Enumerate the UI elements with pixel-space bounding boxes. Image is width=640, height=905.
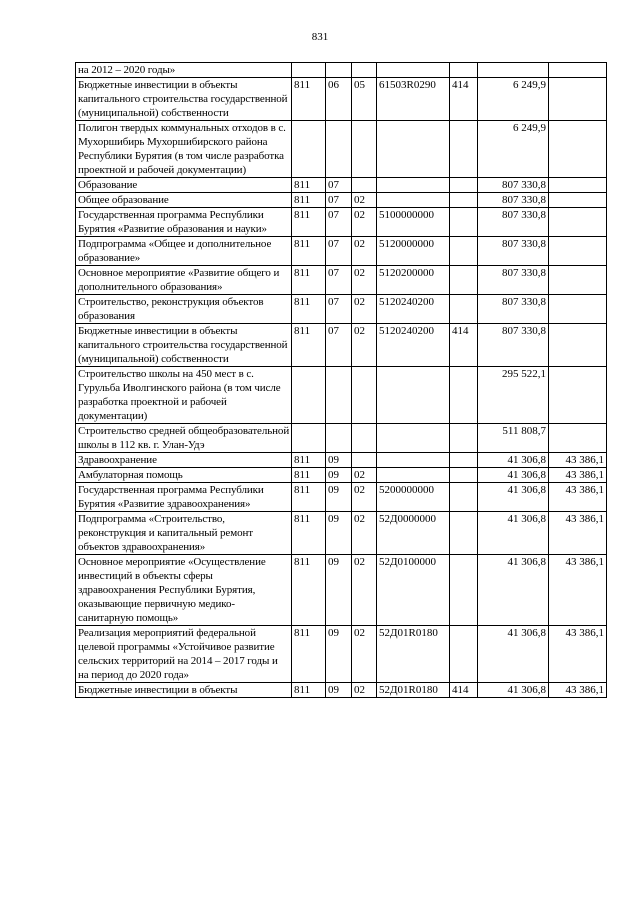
row-subsection-cell: 02 (352, 193, 377, 208)
row-subsection-cell (352, 121, 377, 178)
row-amount-1-cell: 807 330,8 (478, 193, 549, 208)
row-amount-1-cell: 807 330,8 (478, 266, 549, 295)
row-section-cell: 09 (326, 626, 352, 683)
table-row (76, 683, 607, 698)
row-section-cell: 07 (326, 237, 352, 266)
row-section-cell: 09 (326, 555, 352, 626)
row-name-cell: Здравоохранение (76, 453, 292, 468)
row-amount-2-cell: 43 386,1 (549, 626, 607, 683)
row-target-article-cell: 61503R0290 (377, 78, 450, 121)
row-ved-cell: 811 (292, 193, 326, 208)
row-ved-cell: 811 (292, 512, 326, 555)
row-name-cell: на 2012 – 2020 годы» (76, 63, 292, 78)
table-row (76, 178, 607, 193)
row-section-cell (326, 424, 352, 453)
row-amount-2-cell (549, 424, 607, 453)
table-row (76, 453, 607, 468)
row-expense-type-cell (450, 295, 478, 324)
table-row (76, 295, 607, 324)
row-section-cell: 09 (326, 512, 352, 555)
row-target-article-cell: 5120000000 (377, 237, 450, 266)
row-section-cell: 09 (326, 453, 352, 468)
row-subsection-cell (352, 367, 377, 424)
row-subsection-cell (352, 424, 377, 453)
row-amount-2-cell: 43 386,1 (549, 683, 607, 698)
row-name-cell: Строительство школы на 450 мест в с. Гурульба Иволгинского района (в том числе разработка проектной и рабочей документации) (76, 367, 292, 424)
row-amount-2-cell (549, 266, 607, 295)
row-expense-type-cell (450, 483, 478, 512)
table-row (76, 78, 607, 121)
row-name-cell: Общее образование (76, 193, 292, 208)
row-subsection-cell: 02 (352, 208, 377, 237)
row-expense-type-cell (450, 555, 478, 626)
table-row (76, 512, 607, 555)
row-section-cell: 07 (326, 295, 352, 324)
row-name-cell: Бюджетные инвестиции в объекты капитального строительства государственной (муниципальной) собственности (76, 324, 292, 367)
page-number: 831 (311, 31, 329, 43)
row-name-cell: Основное мероприятие «Развитие общего и дополнительного образования» (76, 266, 292, 295)
row-name-cell: Образование (76, 178, 292, 193)
row-subsection-cell: 02 (352, 237, 377, 266)
table-row (76, 237, 607, 266)
row-section-cell: 07 (326, 266, 352, 295)
row-amount-1-cell: 511 808,7 (478, 424, 549, 453)
row-subsection-cell (352, 178, 377, 193)
row-section-cell: 09 (326, 468, 352, 483)
row-amount-1-cell: 41 306,8 (478, 512, 549, 555)
row-subsection-cell: 02 (352, 512, 377, 555)
row-subsection-cell: 02 (352, 483, 377, 512)
row-amount-2-cell (549, 324, 607, 367)
row-amount-2-cell (549, 193, 607, 208)
row-target-article-cell: 52Д0100000 (377, 555, 450, 626)
row-section-cell (326, 121, 352, 178)
row-amount-1-cell: 807 330,8 (478, 208, 549, 237)
row-amount-1-cell: 807 330,8 (478, 178, 549, 193)
row-amount-2-cell: 43 386,1 (549, 468, 607, 483)
row-subsection-cell: 02 (352, 266, 377, 295)
row-expense-type-cell (450, 178, 478, 193)
row-ved-cell (292, 367, 326, 424)
row-ved-cell: 811 (292, 626, 326, 683)
row-ved-cell (292, 424, 326, 453)
row-expense-type-cell (450, 453, 478, 468)
row-expense-type-cell: 414 (450, 78, 478, 121)
row-name-cell: Бюджетные инвестиции в объекты (76, 683, 292, 698)
row-target-article-cell: 5200000000 (377, 483, 450, 512)
row-target-article-cell (377, 178, 450, 193)
row-target-article-cell: 5120240200 (377, 295, 450, 324)
row-amount-2-cell (549, 237, 607, 266)
row-section-cell (326, 367, 352, 424)
row-amount-2-cell (549, 367, 607, 424)
row-amount-2-cell: 43 386,1 (549, 555, 607, 626)
row-name-cell: Подпрограмма «Строительство, реконструкция и капитальный ремонт объектов здравоохранения» (76, 512, 292, 555)
row-expense-type-cell (450, 266, 478, 295)
row-section-cell: 07 (326, 178, 352, 193)
row-name-cell: Бюджетные инвестиции в объекты капитального строительства государственной (муниципальной) собственности (76, 78, 292, 121)
row-amount-1-cell: 41 306,8 (478, 453, 549, 468)
row-name-cell: Подпрограмма «Общее и дополнительное образование» (76, 237, 292, 266)
row-subsection-cell (352, 453, 377, 468)
table-row (76, 626, 607, 683)
row-ved-cell: 811 (292, 324, 326, 367)
row-amount-1-cell: 41 306,8 (478, 555, 549, 626)
row-expense-type-cell: 414 (450, 324, 478, 367)
table-row (76, 483, 607, 512)
row-subsection-cell: 02 (352, 626, 377, 683)
budget-table (75, 62, 607, 698)
row-expense-type-cell (450, 193, 478, 208)
row-name-cell: Строительство средней общеобразовательной школы в 112 кв. г. Улан-Удэ (76, 424, 292, 453)
row-name-cell: Основное мероприятие «Осуществление инвестиций в объекты сферы здравоохранения Республики Бурятия, оказывающие первичную медико-санитарную помощь» (76, 555, 292, 626)
row-name-cell: Строительство, реконструкция объектов образования (76, 295, 292, 324)
row-section-cell: 09 (326, 483, 352, 512)
row-subsection-cell: 02 (352, 295, 377, 324)
row-ved-cell: 811 (292, 468, 326, 483)
row-target-article-cell (377, 121, 450, 178)
row-ved-cell: 811 (292, 483, 326, 512)
row-amount-1-cell: 807 330,8 (478, 237, 549, 266)
row-name-cell: Государственная программа Республики Бурятия «Развитие образования и науки» (76, 208, 292, 237)
row-ved-cell: 811 (292, 266, 326, 295)
row-amount-1-cell (478, 63, 549, 78)
row-ved-cell (292, 63, 326, 78)
row-amount-1-cell: 41 306,8 (478, 683, 549, 698)
table-row (76, 555, 607, 626)
row-target-article-cell (377, 367, 450, 424)
row-amount-2-cell: 43 386,1 (549, 453, 607, 468)
row-target-article-cell: 5120240200 (377, 324, 450, 367)
row-name-cell: Полигон твердых коммунальных отходов в с. Мухоршибирь Мухоршибирского района Республики Бурятия (в том числе разработка проектной и рабочей документации) (76, 121, 292, 178)
table-row (76, 424, 607, 453)
row-amount-2-cell (549, 178, 607, 193)
table-row (76, 193, 607, 208)
row-name-cell: Амбулаторная помощь (76, 468, 292, 483)
row-expense-type-cell (450, 468, 478, 483)
row-target-article-cell: 52Д01R0180 (377, 626, 450, 683)
row-expense-type-cell (450, 626, 478, 683)
row-target-article-cell: 52Д01R0180 (377, 683, 450, 698)
row-amount-1-cell: 41 306,8 (478, 626, 549, 683)
row-expense-type-cell (450, 121, 478, 178)
row-target-article-cell (377, 193, 450, 208)
table-row (76, 121, 607, 178)
row-amount-2-cell (549, 208, 607, 237)
table-row (76, 63, 607, 78)
row-subsection-cell (352, 63, 377, 78)
row-ved-cell: 811 (292, 453, 326, 468)
table-body (76, 63, 607, 698)
row-target-article-cell (377, 468, 450, 483)
row-section-cell: 07 (326, 193, 352, 208)
row-target-article-cell (377, 424, 450, 453)
row-section-cell (326, 63, 352, 78)
row-amount-1-cell: 295 522,1 (478, 367, 549, 424)
table-row (76, 266, 607, 295)
row-name-cell: Реализация мероприятий федеральной целевой программы «Устойчивое развитие сельских территорий на 2014 – 2017 годы и на период до 2020 года» (76, 626, 292, 683)
row-section-cell: 07 (326, 324, 352, 367)
row-subsection-cell: 02 (352, 324, 377, 367)
row-ved-cell: 811 (292, 237, 326, 266)
row-subsection-cell: 02 (352, 683, 377, 698)
row-target-article-cell: 5100000000 (377, 208, 450, 237)
row-expense-type-cell (450, 424, 478, 453)
row-amount-1-cell: 6 249,9 (478, 78, 549, 121)
row-expense-type-cell (450, 208, 478, 237)
row-ved-cell: 811 (292, 555, 326, 626)
row-subsection-cell: 02 (352, 555, 377, 626)
table-row (76, 208, 607, 237)
row-amount-2-cell (549, 78, 607, 121)
row-ved-cell: 811 (292, 78, 326, 121)
row-amount-2-cell (549, 121, 607, 178)
row-amount-1-cell: 807 330,8 (478, 295, 549, 324)
row-expense-type-cell (450, 512, 478, 555)
row-section-cell: 09 (326, 683, 352, 698)
row-section-cell: 06 (326, 78, 352, 121)
row-amount-1-cell: 6 249,9 (478, 121, 549, 178)
row-expense-type-cell (450, 63, 478, 78)
row-amount-2-cell (549, 63, 607, 78)
row-ved-cell (292, 121, 326, 178)
table-row (76, 468, 607, 483)
table-row (76, 324, 607, 367)
row-amount-1-cell: 41 306,8 (478, 468, 549, 483)
row-section-cell: 07 (326, 208, 352, 237)
row-amount-1-cell: 807 330,8 (478, 324, 549, 367)
table-row (76, 367, 607, 424)
row-expense-type-cell: 414 (450, 683, 478, 698)
row-ved-cell: 811 (292, 178, 326, 193)
row-ved-cell: 811 (292, 683, 326, 698)
row-target-article-cell: 52Д0000000 (377, 512, 450, 555)
row-target-article-cell (377, 453, 450, 468)
row-target-article-cell: 5120200000 (377, 266, 450, 295)
row-name-cell: Государственная программа Республики Бурятия «Развитие здравоохранения» (76, 483, 292, 512)
row-amount-2-cell: 43 386,1 (549, 512, 607, 555)
row-subsection-cell: 05 (352, 78, 377, 121)
row-expense-type-cell (450, 237, 478, 266)
row-amount-2-cell: 43 386,1 (549, 483, 607, 512)
row-amount-2-cell (549, 295, 607, 324)
row-ved-cell: 811 (292, 295, 326, 324)
row-expense-type-cell (450, 367, 478, 424)
row-target-article-cell (377, 63, 450, 78)
row-amount-1-cell: 41 306,8 (478, 483, 549, 512)
row-subsection-cell: 02 (352, 468, 377, 483)
row-ved-cell: 811 (292, 208, 326, 237)
